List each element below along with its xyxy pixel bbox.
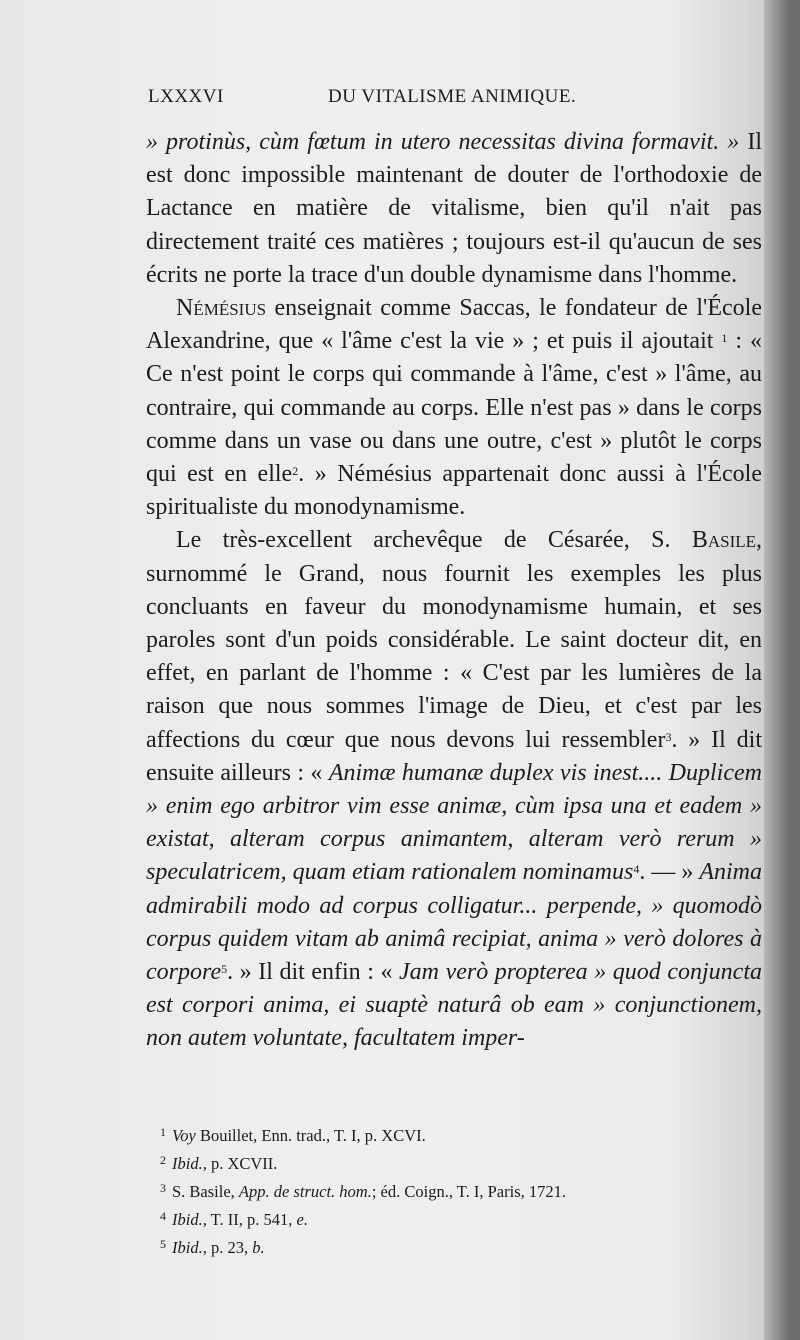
footnote-number: 5	[160, 1237, 166, 1251]
footnote-number: 1	[160, 1125, 166, 1139]
text-run: . — »	[639, 859, 700, 886]
footnote-text: , T. II, p. 541,	[202, 1210, 297, 1229]
footnote-ref-2[interactable]: 2	[292, 464, 299, 479]
footnote-ref-3[interactable]: 3	[665, 729, 672, 744]
body-text	[146, 126, 762, 1056]
name-nemesius: Némésius	[176, 295, 267, 322]
paragraph-3	[146, 524, 762, 1055]
text-run: Il est donc impossible maintenant de douter de l'orthodoxie de Lactance en matière de vitalisme, bien qu'il n'ait pas directement traité ces matières ; toujours est-il qu'aucun de ses écrits ne porte la trace d'un double dynamisme dans l'homme.	[146, 129, 762, 288]
footnote-ref-5[interactable]: 5	[221, 962, 228, 977]
page-gutter-shadow	[764, 0, 790, 1340]
footnote	[160, 1148, 760, 1176]
footnote-text: App. de struct. hom.	[238, 1182, 372, 1201]
text-run: enseignait comme Saccas, le fondateur de l'École Alexandrine, que « l'âme c'est la vie » ; et puis il ajoutait	[146, 295, 762, 355]
text-run: . » Némésius appartenait donc aussi à l'École spiritualiste du monodynamisme.	[146, 461, 763, 521]
footnote-ref-1[interactable]: 1	[721, 331, 728, 346]
text-run: : « Ce n'est point le corps qui commande à l'âme, c'est » l'âme, au contraire, qui commande au corps. Elle n'est pas » dans le corps comme dans un vase ou dans une outre, c'est » plutôt le corps qui est en elle	[146, 328, 762, 488]
paragraph-1	[146, 126, 762, 292]
text-run: . » Il dit enfin : «	[227, 959, 400, 986]
footnote-text: ; éd. Coign., T. I, Paris, 1721.	[371, 1182, 567, 1201]
latin-quote: » protinùs, cùm fœtum in utero necessitas divina formavit. »	[146, 129, 740, 155]
footnote-number: 4	[160, 1209, 166, 1223]
text-run: . » Il dit ensuite ailleurs : «	[146, 726, 763, 786]
latin-quote: Jam verò propterea » quod conjuncta est corpori anima, ei suaptè naturâ ob eam » conjunctionem, non autem voluntate, facultatem imper-	[146, 959, 762, 1052]
footnote-text: Ibid.	[172, 1154, 203, 1173]
page-number: LXXXVI	[148, 86, 224, 107]
running-title: DU VITALISME ANIMIQUE.	[328, 86, 577, 107]
footnote	[160, 1232, 760, 1260]
footnote-text: b.	[252, 1238, 265, 1257]
footnote-text: Bouillet, Enn. trad., T. I, p. XCVI.	[195, 1126, 426, 1145]
footnote	[160, 1204, 760, 1232]
footnote-text: e.	[296, 1210, 308, 1229]
latin-quote: Anima admirabili modo ad corpus colligatur... perpende, » quomodò corpus quidem vitam ab animâ recipiat, anima » verò dolores à corpore	[146, 859, 763, 986]
footnote-ref-4[interactable]: 4	[633, 862, 640, 877]
footnote	[160, 1120, 760, 1148]
paragraph-2	[146, 292, 762, 524]
footnote	[160, 1176, 760, 1204]
text-run: , surnommé le Grand, nous fournit les exemples les plus concluants en faveur du monodynamisme humain, et ses paroles sont d'un poids considérable. Le saint docteur dit, en effet, en parlant de l'homme : « C'est par les lumières de la raison que nous sommes l'image de Dieu, et c'est par les affections du cœur que nous devons lui ressembler	[146, 527, 762, 753]
footnote-text: , p. 23,	[202, 1238, 253, 1257]
footnote-text: , p. XCVII.	[202, 1154, 278, 1173]
name-basile: Basile	[691, 527, 756, 554]
footnotes	[160, 1120, 760, 1260]
footnote-text: Ibid.	[172, 1210, 203, 1229]
footnote-text: Voy	[172, 1126, 196, 1145]
latin-quote: Animæ humanæ duplex vis inest.... Duplicem » enim ego arbitror vim esse animæ, cùm ipsa una et eadem » existat, alteram corpus animantem, alteram verò rerum » speculatricem, quam etiam rationalem nominamus	[146, 759, 762, 886]
footnote-text: S. Basile,	[172, 1182, 239, 1201]
footnote-number: 2	[160, 1153, 166, 1167]
footnote-text: Ibid.	[172, 1238, 203, 1257]
text-run: Le très-excellent archevêque de Césarée, S.	[176, 527, 692, 554]
footnote-number: 3	[160, 1181, 166, 1195]
